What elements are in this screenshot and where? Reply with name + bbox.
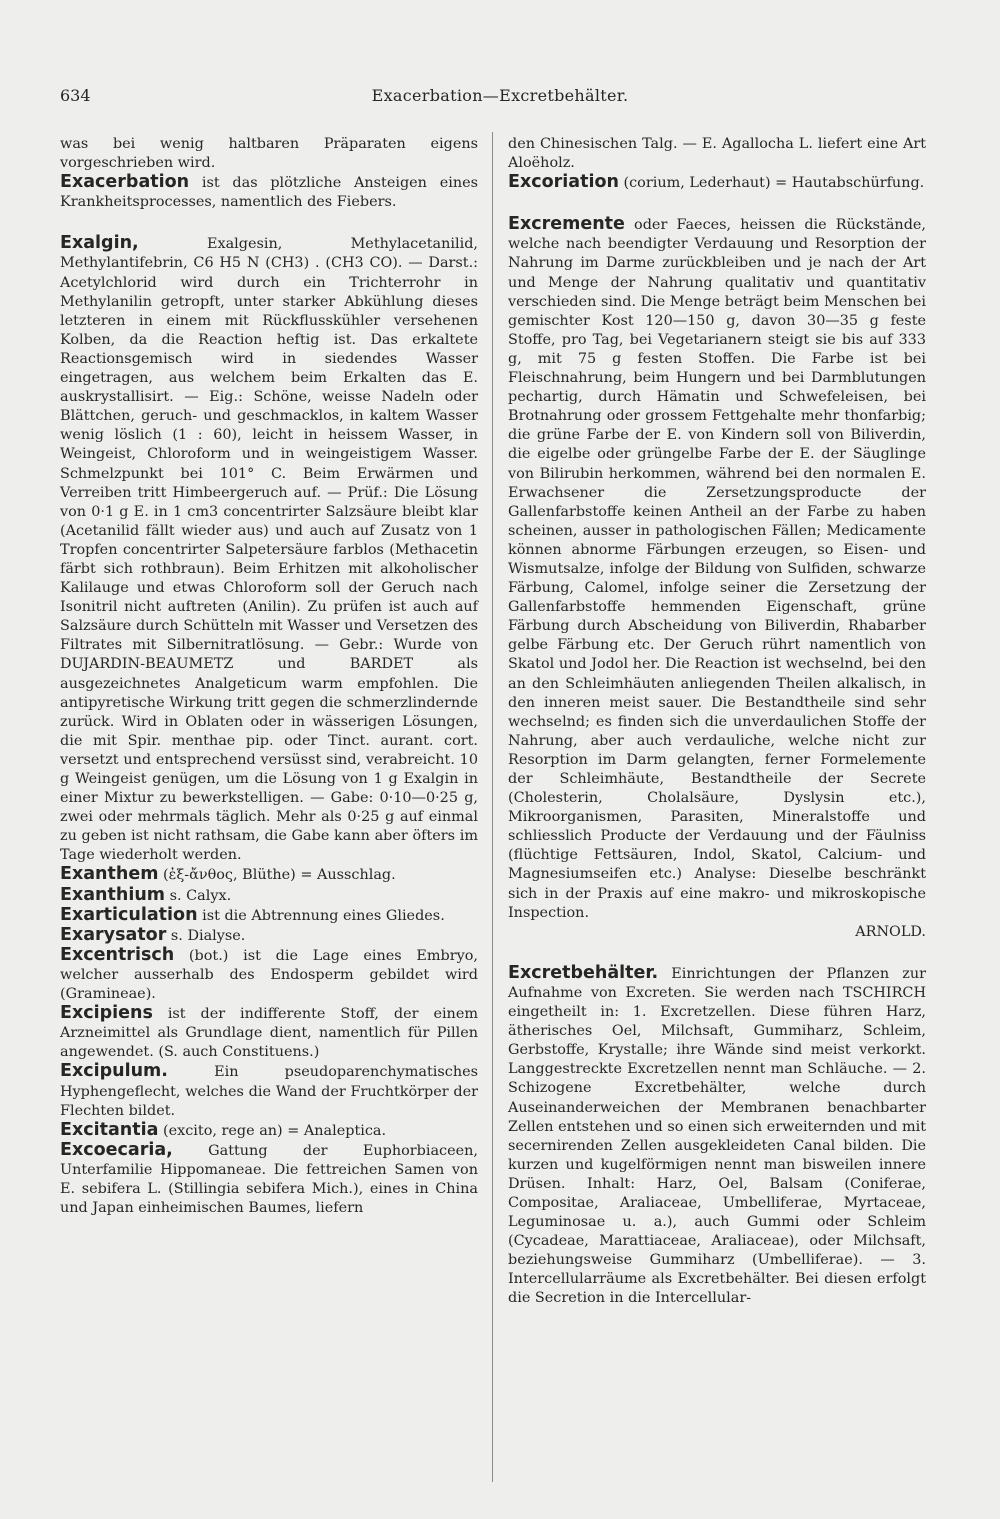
entry-excitantia: Excitantia (excito, rege an) = Analeptica. (60, 1119, 387, 1140)
headword: Excentrisch (60, 944, 175, 965)
headword: Excipiens (60, 1003, 153, 1024)
entry-excretbehaelter: Excretbehälter. Einrichtungen der Pflanzen zur Aufnahme von Excreten. Sie werden nach TSCHIRCH eingetheilt in: 1. Excretzellen. Diese führen Harz, ätherisches Oel, Milchsaft, Gummiharz, Schleim, Gerbstoffe, Krystalle; ihre Wände sind meist verkorkt. Langgestreckte Excretzellen nennt man Schläuche. — 2. Schizogene Excretbehälter, welche durch Auseinanderweichen der Membranen benachbarter Zellen entstehen und so einen sich erweiternden und mit secernirenden Zellen ausgekleideten Canal bilden. Die kurzen und kugelförmigen nennt man bisweilen innere Drüsen. Inhalt: Harz, Oel, Balsam (Coniferae, Compositae, Araliaceae, Umbelliferae, Myrtaceae, Leguminosae u. a.), auch Gummi oder Schleim (Cycadeae, Marattiaceae, Araliaceae), oder Milchsaft, beziehungsweise Gummiharz (Umbelliferae). — 3. Intercellularräume als Excretbehälter. Bei diesen erfolgt die Secretion in die Intercellular- (508, 962, 926, 1307)
headword: Exanthem (60, 864, 159, 885)
page-number: 634 (60, 86, 91, 105)
headword: Excitantia (60, 1119, 159, 1140)
column-divider (492, 132, 493, 1482)
headword: Excretbehälter. (508, 962, 659, 983)
entry-excipiens: Excipiens ist der indifferente Stoff, der einem Arzneimittel als Grundlage dient, namentlich für Pillen angewendet. (S. auch Constituens.) (60, 1003, 478, 1061)
entry-excoecaria: Excoecaria, Gattung der Euphorbiaceen, Unterfamilie Hippomaneae. Die fettreichen Samen von E. sebifera L. (Stillingia sebifera Mich.), eines in China und Japan einheimischen Baumes, liefern (60, 1139, 478, 1217)
entry-excoriation: Excoriation (corium, Lederhaut) = Hautabschürfung. (508, 172, 925, 193)
headword: Excoecaria, (60, 1139, 173, 1160)
entry-continuation: den Chinesischen Talg. — E. Agallocha L. liefert eine Art Aloëholz. (508, 136, 926, 172)
entry-exanthium: Exanthium s. Calyx. (60, 884, 232, 905)
left-column (60, 135, 478, 1218)
author-signature: ARNOLD. (855, 923, 926, 940)
right-column (508, 135, 926, 1309)
headword: Exarticulation (60, 904, 198, 925)
headword: Exalgin, (60, 233, 139, 254)
entry-exacerbation: Exacerbation ist das plötzliche Ansteigen eines Krankheitsprocesses, namentlich des Fiebers. (60, 172, 478, 211)
headword: Exacerbation (60, 172, 190, 193)
entry-excipulum: Excipulum. Ein pseudoparenchymatisches Hyphengeflecht, welches die Wand der Fruchtkörper der Flechten bildet. (60, 1061, 478, 1119)
headword: Excoriation (508, 172, 619, 193)
entry-excentrisch: Excentrisch (bot.) ist die Lage eines Embryo, welcher ausserhalb des Endosperm gebildet wird (Gramineae). (60, 944, 478, 1003)
running-title: Exacerbation—Excretbehälter. (371, 86, 629, 105)
headword: Exanthium (60, 884, 166, 905)
headword: Excremente (508, 214, 625, 235)
entry-exanthem: Exanthem (ἐξ-ἄνθος, Blüthe) = Ausschlag. (60, 864, 396, 885)
entry-excremente: Excremente oder Faeces, heissen die Rückstände, welche nach beendigter Verdauung und Resorption der Nahrung im Darme zurückbleiben und je nach der Art und Menge der Nahrung qualitativ und quantitativ verschieden sind. Die Menge beträgt beim Menschen bei gemischter Kost 120—150 g, davon 30—35 g feste Stoffe, pro Tag, bei Vegetarianern steigt sie bis auf 333 g, mit 75 g festen Stoffen. Die Farbe ist bei Fleischnahrung, beim Hungern und bei Darmblutungen pechartig, durch Hämatin und Schwefeleisen, bei Brotnahrung oder grossem Fettgehalte mehr thonfarbig; die grüne Farbe der E. von Kindern soll von Biliverdin, die eigelbe oder grüngelbe Farbe der E. der Säuglinge von Bilirubin herkommen, während bei den normalen E. Erwachsener die Zersetzungsproducte der Gallenfarbstoffe keinen Antheil an der Farbe zu haben scheinen, ausser in pathologischen Fällen; Medicamente können abnorme Färbungen erzeugen, so Eisen- und Wismutsalze, infolge der Bildung von Sulfiden, schwarze Färbung, Calomel, infolge seiner die Zersetzung der Gallenfarbstoffe hemmenden Eigenschaft, grüne Färbung durch Abscheidung von Biliverdin, Rhabarber gelbe Färbung etc. Der Geruch rührt namentlich von Skatol und Jodol her. Die Reaction ist wechselnd, bei den an den Schleimhäuten anliegenden Theilen alkalisch, in den inneren meist sauer. Die Bestandtheile sind sehr wechselnd; es finden sich die unverdaulichen Stoffe der Nahrung, aber auch verdauliche, welche nicht zur Resorption im Darm gelangten, ferner Formelemente der Schleimhäute, Bestandtheile der Secrete (Cholesterin, Cholalsäure, Dyslysin etc.), Mikroorganismen, Parasiten, Mineralstoffe und schliesslich Producte der Verdauung und der Fäulniss (flüchtige Fettsäuren, Indol, Skatol, Calcium- und Magnesiumseifen etc.) Analyse: Dieselbe beschränkt sich in der Praxis auf eine makro- und mikroskopische Inspection. (508, 214, 926, 921)
headword: Exarysator (60, 924, 167, 945)
entry-exalgin: Exalgin, Exalgesin, Methylacetanilid, Methylantifebrin, C6 H5 N (CH3) . (CH3 CO). — Darst.: Acetylchlorid wird durch ein Trichterrohr in Methylanilin getropft, unter starker Abkühlung dieses letzteren in einem mit Rückflusskühler versehenen Kolben, da die Reaction heftig ist. Das erkaltete Reactionsgemisch wird in siedendes Wasser eingetragen, aus welchem beim Erkalten das E. auskrystallisirt. — Eig.: Schöne, weisse Nadeln oder Blättchen, geruch- und geschmacklos, in kaltem Wasser wenig löslich (1 : 60), leicht in heissem Wasser, in Weingeist, Chloroform und in weingeistigem Wasser. Schmelzpunkt bei 101° C. Beim Erwärmen und Verreiben tritt Himbeergeruch auf. — Prüf.: Die Lösung von 0·1 g E. in 1 cm3 concentrirter Salzsäure bleibt klar (Acetanilid fällt wieder aus) und auch auf Zusatz von 1 Tropfen concentrirter Salpetersäure farblos (Methacetin färbt sich rothbraun). Beim Erhitzen mit alkoholischer Kalilauge und etwas Chloroform soll der Geruch nach Isonitril nicht auftreten (Anilin). Zu prüfen ist auch auf Salzsäure durch Schütteln mit Wasser und Versetzen des Filtrates mit Silbernitratlösung. — Gebr.: Wurde von DUJARDIN-BEAUMETZ und BARDET als ausgezeichnetes Analgeticum warm empfohlen. Die antipyretische Wirkung tritt gegen die schmerzlindernde zurück. Wird in Oblaten oder in wässerigen Lösungen, die mit Spir. menthae pip. oder Tinct. aurant. cort. versetzt und entsprechend versüsst sind, verabreicht. 10 g Weingeist genügen, um die Lösung von 1 g Exalgin in einer Mixtur zu bewerkstelligen. — Gabe: 0·10—0·25 g, zwei oder mehrmals täglich. Mehr als 0·25 g auf einmal zu geben ist nicht rathsam, die Gabe kann aber öfters im Tage wiederholt werden. (60, 233, 478, 864)
entry-exarysator: Exarysator s. Dialyse. (60, 924, 246, 945)
entry-continuation: was bei wenig haltbaren Präparaten eigens vorgeschrieben wird. (60, 136, 478, 172)
entry-exarticulation: Exarticulation ist die Abtrennung eines Gliedes. (60, 904, 445, 925)
headword: Excipulum. (60, 1061, 168, 1082)
page-header (60, 86, 940, 110)
